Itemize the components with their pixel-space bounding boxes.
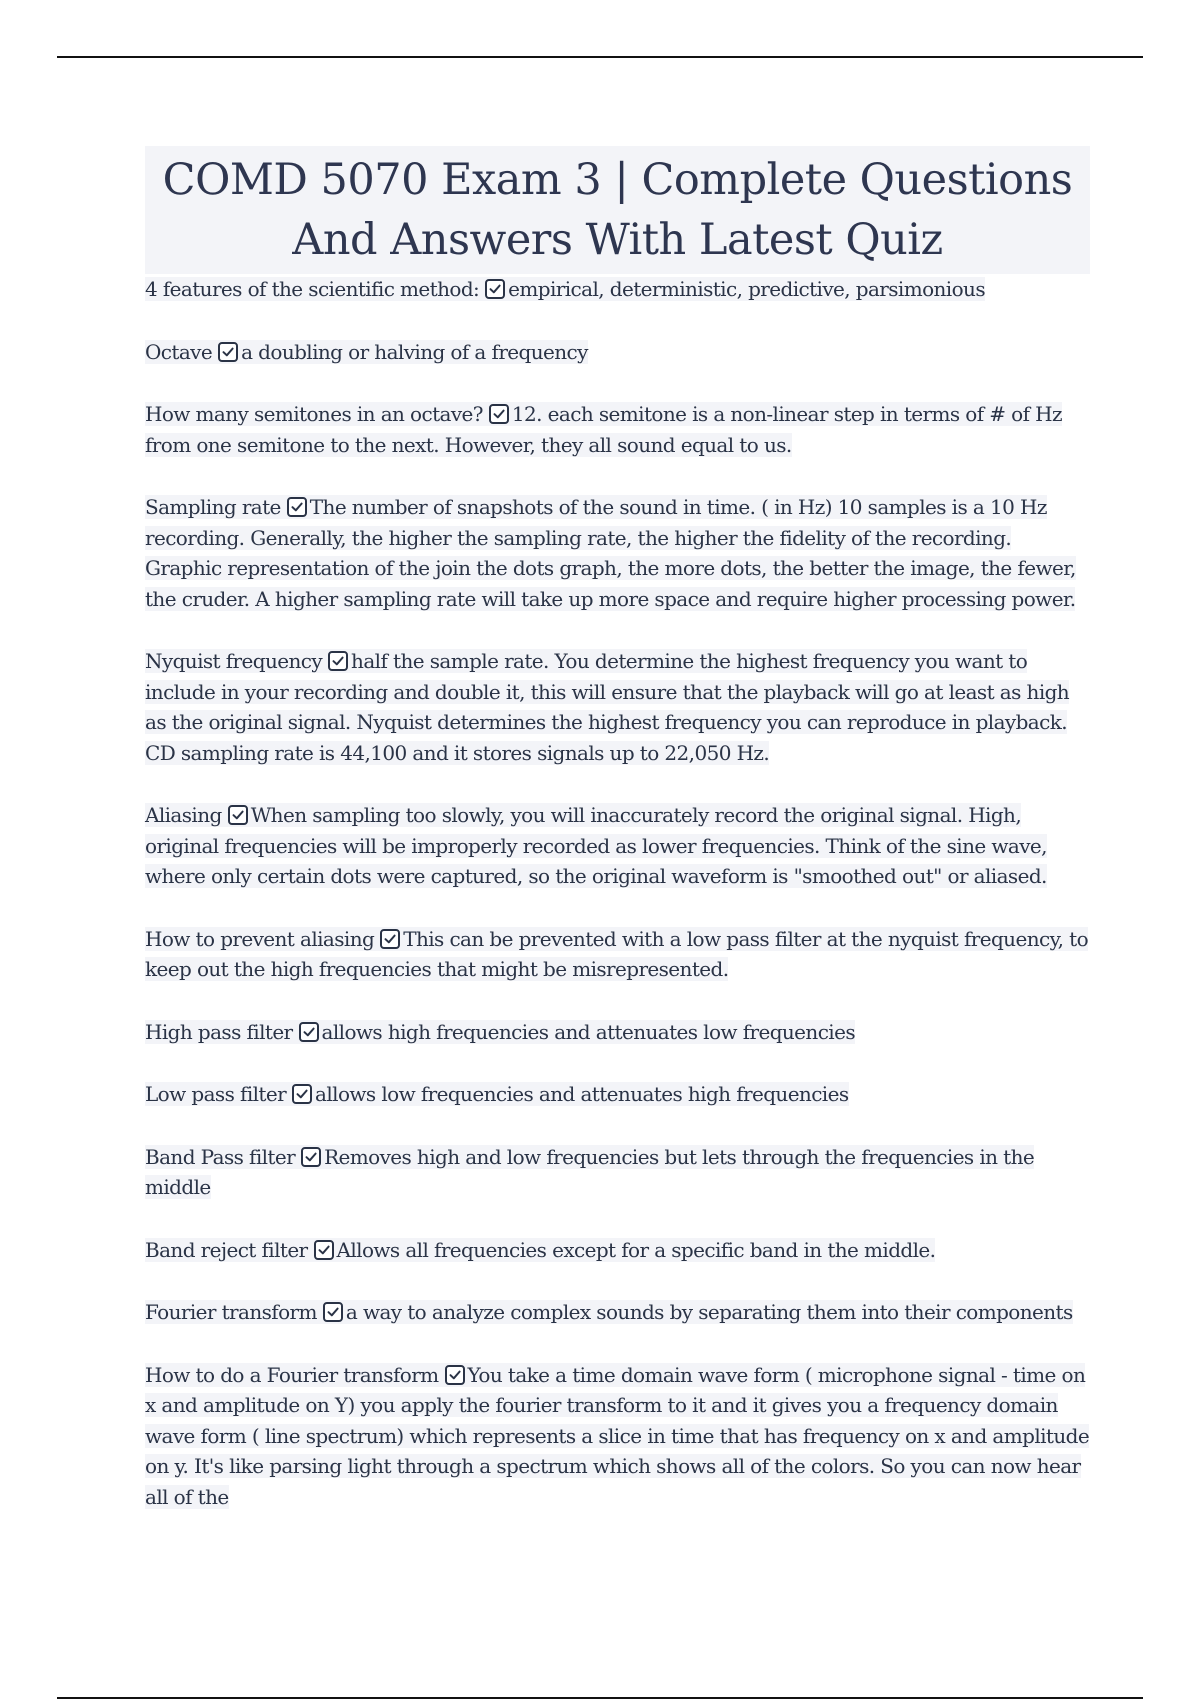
qa-text bbox=[145, 1300, 1073, 1324]
checkbox-checked-icon bbox=[314, 1240, 334, 1260]
question-text: Sampling rate bbox=[145, 495, 281, 519]
question-text: Octave bbox=[145, 339, 213, 364]
checkbox-checked-icon bbox=[323, 1302, 343, 1322]
qa-text bbox=[145, 402, 1062, 457]
question-text: Fourier transform bbox=[145, 1300, 317, 1324]
qa-text bbox=[145, 1363, 1089, 1509]
qa-text bbox=[145, 927, 1088, 982]
answer-text: The number of snapshots of the sound in time. ( in Hz) 10 samples is a 10 Hz recording. Generally, the higher the sampling rate, the higher the fidelity of the recording. Graphic representation of the join the dots graph, the more dots, the better the image, the fewer, the cruder. A higher sampling rate will take up more space and require higher processing power. bbox=[145, 495, 1076, 611]
top-rule bbox=[57, 56, 1143, 58]
checkbox-checked-icon bbox=[292, 1084, 312, 1104]
answer-text: When sampling too slowly, you will inaccurately record the original signal. High, original frequencies will be improperly recorded as lower frequencies. Think of the sine wave, where only certain dots were captured, so the original waveform is "smoothed out" or aliased. bbox=[145, 803, 1047, 888]
answer-text: allows low frequencies and attenuates high frequencies bbox=[315, 1082, 849, 1106]
qa-item bbox=[145, 1079, 1090, 1110]
qa-item bbox=[145, 399, 1090, 460]
question-text: How to do a Fourier transform bbox=[145, 1362, 439, 1387]
document-title: COMD 5070 Exam 3 | Complete Questions And Answers With Latest Quiz bbox=[145, 146, 1090, 274]
question-text: High pass filter bbox=[145, 1019, 293, 1044]
qa-item bbox=[145, 1297, 1090, 1328]
question-text: Low pass filter bbox=[145, 1082, 287, 1106]
qa-text bbox=[145, 1145, 1034, 1200]
checkbox-checked-icon bbox=[301, 1147, 321, 1167]
checkbox-checked-icon bbox=[328, 651, 348, 671]
answer-text: This can be prevented with a low pass filter at the nyquist frequency, to keep out the high frequencies that might be misrepresented. bbox=[145, 926, 1089, 981]
qa-item bbox=[145, 924, 1090, 985]
qa-text bbox=[145, 340, 588, 364]
qa-item bbox=[145, 337, 1090, 368]
checkbox-checked-icon bbox=[380, 929, 400, 949]
checkbox-checked-icon bbox=[485, 279, 505, 299]
checkbox-checked-icon bbox=[489, 404, 509, 424]
page-content bbox=[145, 146, 1090, 1512]
qa-item bbox=[145, 646, 1090, 768]
qa-text bbox=[145, 1238, 935, 1262]
question-text: Aliasing bbox=[145, 803, 222, 827]
qa-item bbox=[145, 1142, 1090, 1203]
question-text: How to prevent aliasing bbox=[145, 926, 375, 951]
question-text: 4 features of the scientific method: bbox=[145, 277, 480, 301]
qa-text bbox=[145, 495, 1076, 611]
question-text: How many semitones in an octave? bbox=[145, 402, 483, 426]
question-text: Band Pass filter bbox=[145, 1144, 296, 1169]
answer-text: Allows all frequencies except for a specific band in the middle. bbox=[336, 1237, 936, 1262]
checkbox-checked-icon bbox=[445, 1365, 465, 1385]
qa-item bbox=[145, 1360, 1090, 1513]
checkbox-checked-icon bbox=[287, 497, 307, 517]
qa-item bbox=[145, 800, 1090, 892]
answer-text: allows high frequencies and attenuates low frequencies bbox=[321, 1019, 855, 1044]
checkbox-checked-icon bbox=[218, 342, 238, 362]
answer-text: 12. each semitone is a non-linear step in terms of # of Hz from one semitone to the next. However, they all sound equal to us. bbox=[145, 402, 1062, 457]
qa-text bbox=[145, 649, 1069, 765]
qa-text bbox=[145, 1020, 855, 1044]
qa-text bbox=[145, 277, 985, 301]
qa-item bbox=[145, 1235, 1090, 1266]
qa-text bbox=[145, 1082, 849, 1106]
answer-text: You take a time domain wave form ( microphone signal - time on x and amplitude on Y) you apply the fourier transform to it and it gives you a frequency domain wave form ( line spectrum) which represents a slice in time that has frequency on x and amplitude on y. It's like parsing light through a spectrum which shows all of the colors. So you can now hear all of the bbox=[145, 1362, 1090, 1509]
qa-item bbox=[145, 274, 1090, 305]
checkbox-checked-icon bbox=[299, 1022, 319, 1042]
answer-text: Removes high and low frequencies but lets through the frequencies in the middle bbox=[145, 1144, 1035, 1199]
checkbox-checked-icon bbox=[228, 805, 248, 825]
answer-text: empirical, deterministic, predictive, parsimonious bbox=[508, 277, 985, 301]
question-text: Band reject filter bbox=[145, 1237, 308, 1262]
qa-item bbox=[145, 492, 1090, 614]
qa-item bbox=[145, 1017, 1090, 1048]
qa-text bbox=[145, 803, 1047, 888]
answer-text: half the sample rate. You determine the highest frequency you want to include in your recording and double it, this will ensure that the playback will go at least as high as the original signal. Nyquist determines the highest frequency you can reproduce in playback. CD sampling rate is 44,100 and it stores signals up to 22,050 Hz. bbox=[145, 649, 1070, 765]
answer-text: a way to analyze complex sounds by separating them into their components bbox=[345, 1300, 1073, 1324]
bottom-rule bbox=[57, 1697, 1143, 1699]
qa-list bbox=[145, 274, 1090, 1512]
question-text: Nyquist frequency bbox=[145, 649, 323, 673]
answer-text: a doubling or halving of a frequency bbox=[241, 339, 588, 364]
